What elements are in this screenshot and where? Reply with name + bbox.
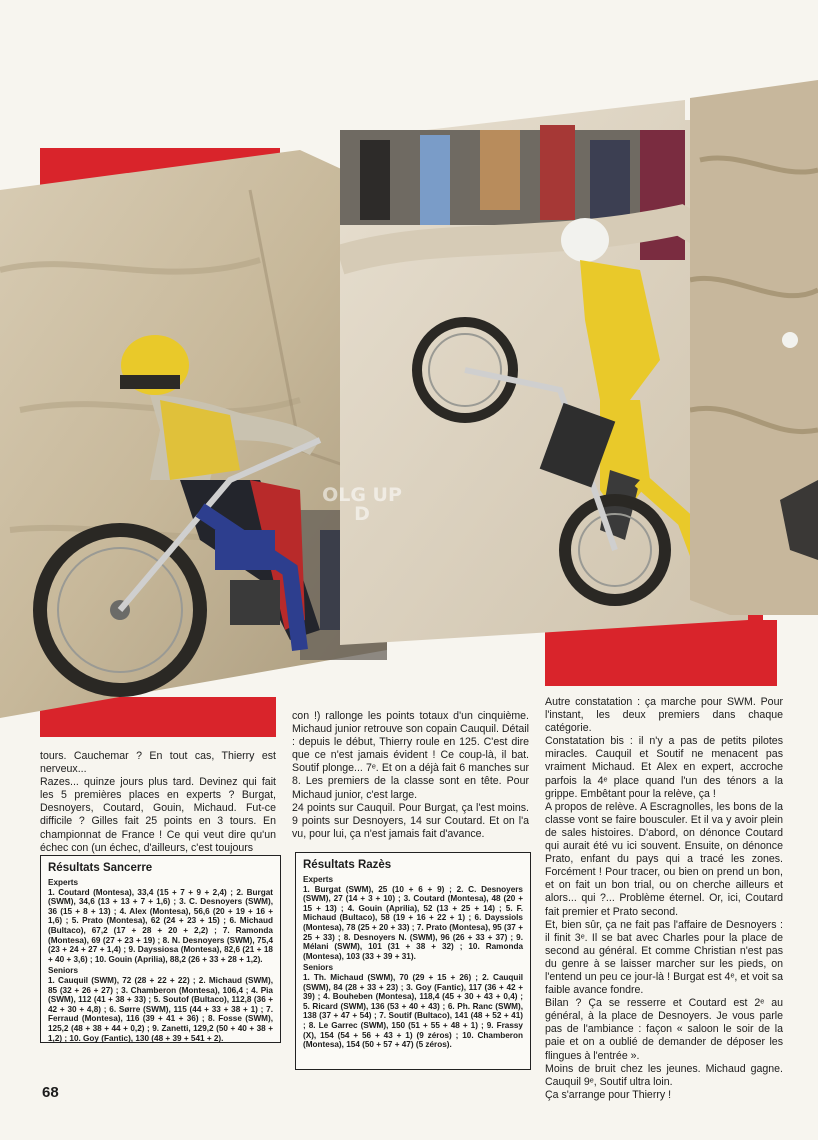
results-razes-box — [295, 852, 531, 1070]
col1-para-2: Razes... quinze jours plus tard. Devinez qui fait les 5 premières places en experts ? Burgat, Desnoyers, Coutard, Gouin, Michaud. Fut-ce difficile ? Gilles fait 25 points en 3 tours. En championnat de France ! Ce qui veut dire qu'un échec con (un échec, d'ailleurs, c'est toujours — [40, 776, 276, 854]
col3-para-3: A propos de relève. A Escragnolles, les bons de la classe vont se faire bousculer. Et il va y avoir plein de sales histoires. D'abord, on dénonce Coutard qui aurait été vu ici souvent. Ensuite, on dénonce Prato, enfant du pays qui a tracé les zones. Forcément ! Pour tracer, ou bien on prend un bon, et on fait un bon trial, ou on cherche ailleurs et alors... qui ?... Problème éternel. Or, ici, Coutard fait premier et Prato second. — [545, 800, 783, 918]
results-sancerre-box — [40, 855, 281, 1043]
results-razes-title: Résultats Razès — [303, 859, 392, 871]
watermark: OLG UP D — [322, 484, 402, 525]
column-1-text — [40, 750, 276, 855]
column-2-text — [292, 710, 529, 841]
col3-para-7: Ça s'arrange pour Thierry ! — [545, 1088, 672, 1101]
razes-experts-label: Experts — [303, 875, 334, 884]
razes-seniors-list: 1. Th. Michaud (SWM), 70 (29 + 15 + 26) ; 2. Cauquil (SWM), 84 (28 + 33 + 23) ; 3. Goy (Fantic), 117 (36 + 42 + 39) ; 4. Bouheben (Montesa), 118,4 (45 + 30 + 43 + 0,4) ; 5. Ricard (SWM), 136 (53 + 40 + 43) ; 6. Ph. Ranc (SWM), 138 (37 + 47 + 54) ; 7. Soutif (Bultaco), 141 (48 + 52 + 41) ; 8. Le Garrec (SWM), 150 (51 + 55 + 48 + 1) ; 9. Frassy (X), 154 (54 + 56 + 43 + 1) (9 zéros) ; 10. Chamberon (Montesa), 154 (50 + 57 + 47) (5 zéros). — [303, 972, 523, 1050]
col3-para-2: Constatation bis : il n'y a pas de petits pilotes miracles. Cauquil et Soutif ne menacent pas vraiment Michaud. Et Alex en expert, accroche parfois la 4ᵉ place quand l'un des ténors a la grippe. Embêtant pour la relève, ça ! — [545, 735, 783, 800]
col3-para-6: Moins de bruit chez les jeunes. Michaud gagne. Cauquil 9ᵉ, Soutif ultra loin. — [545, 1062, 783, 1088]
col1-para-1: tours. Cauchemar ? En tout cas, Thierry est nerveux... — [40, 750, 276, 776]
sancerre-experts-label: Experts — [48, 878, 79, 887]
photo-rock-right — [690, 80, 818, 615]
razes-experts-list: 1. Burgat (SWM), 25 (10 + 6 + 9) ; 2. C. Desnoyers (SWM), 27 (14 + 3 + 10) ; 3. Coutard (Montesa), 48 (20 + 15 + 13) ; 4. Gouin (Aprilia), 52 (13 + 25 + 14) ; 5. F. Michaud (Bultaco), 58 (19 + 16 + 22 + 1) ; 6. Dayssiols (Montesa), 78 (25 + 20 + 33) ; 7. Prato (Montesa), 95 (37 + 25 + 33) ; 8. Desnoyers N. (SWM), 96 (26 + 33 + 37) ; 9. Mélani (SWM), 101 (31 + 38 + 32) ; 10. Ramonda (Montesa), 103 (33 + 39 + 31). — [303, 884, 523, 961]
col3-para-5: Bilan ? Ça se resserre et Coutard est 2ᵉ au général, à la place de Desnoyers. Je vous parle pas de l'ambiance : façon « saloon le soir de la paie et on a oublié de demander de déposer les flingues à l'entrée ». — [545, 997, 783, 1062]
col2-para-1: con !) rallonge les points totaux d'un cinquième. Michaud junior retrouve son copain Cauquil. Détail : depuis le début, Thierry roule en 125. C'est dire que ce n'est jamais évident ! Ce coup-là, il bat. Soutif plonge... 7ᵉ. Et on a déjà fait 6 manches sur 8. Les premiers de la classe sont en tête. Pour Michaud junior, c'est large. — [292, 710, 529, 801]
results-sancerre-title: Résultats Sancerre — [48, 862, 153, 874]
col3-para-4: Et, bien sûr, ça ne fait pas l'affaire de Desnoyers : il finit 3ᵉ. Il se bat avec Charles pour la place de second au général. Et comme Christian n'est pas du genre à se laisser marcher sur les pieds, on l'entend un peu ce jour-là ! Burgat est 4ᵉ, et voit sa faible avance fondre. — [545, 918, 783, 997]
page-number: 68 — [42, 1084, 59, 1101]
sancerre-seniors-list: 1. Cauquil (SWM), 72 (28 + 22 + 22) ; 2. Michaud (SWM), 85 (32 + 26 + 27) ; 3. Chamberon (Montesa), 106,4 ; 4. Pia (SWM), 112 (41 + 38 + 33) ; 5. Soutof (Bultaco), 112,8 (36 + 42 + 30 + 4,8) ; 6. Sørre (SWM), 115 (44 + 33 + 38 + 1) ; 7. Ferraud (Montesa), 116 (39 + 41 + 36) ; 8. Fosse (SWM), 125,2 (48 + 38 + 44 + 0,2) ; 9. Zanetti, 129,2 (50 + 40 + 38 + 1,2) ; 10. Goy (Fantic), 130 (48 + 39 + 541 + 2). — [48, 975, 273, 1043]
razes-seniors-label: Seniors — [303, 963, 334, 973]
column-3-text — [545, 696, 783, 1102]
col3-para-1: Autre constatation : ça marche pour SWM. Pour l'instant, les deux premiers dans chaque catégorie. — [545, 696, 783, 735]
col2-para-2: 24 points sur Cauquil. Pour Burgat, ça l'est moins. 9 points sur Desnoyers, 14 sur Coutard. Et on l'a vu, pour lui, ça n'est jamais fait d'avance. — [292, 801, 529, 840]
photo-rider-left — [0, 150, 387, 718]
sancerre-seniors-label: Seniors — [48, 966, 79, 976]
sancerre-experts-list: 1. Coutard (Montesa), 33,4 (15 + 7 + 9 + 2,4) ; 2. Burgat (SWM), 34,6 (13 + 13 + 7 + 1,6) ; 3. C. Desnoyers (SWM), 36 (15 + 8 + 13) ; 4. Alex (Montesa), 56,6 (20 + 19 + 16 + 1,6) ; 5. Prato (Montesa), 62 (24 + 23 + 15) ; 6. Michaud (Bultaco), 67,2 (17 + 28 + 20 + 2,2) ; 7. Ramonda (Montesa), 69 (27 + 23 + 19) ; 8. N. Desnoyers (SWM), 75,4 (23 + 24 + 27 + 1,4) ; 9. Dayssiosa (Montesa), 82,6 (21 + 18 + 40 + 3,6) ; 10. Gouin (Aprilia), 88,2 (26 + 33 + 28 + 1,2). — [48, 887, 273, 964]
